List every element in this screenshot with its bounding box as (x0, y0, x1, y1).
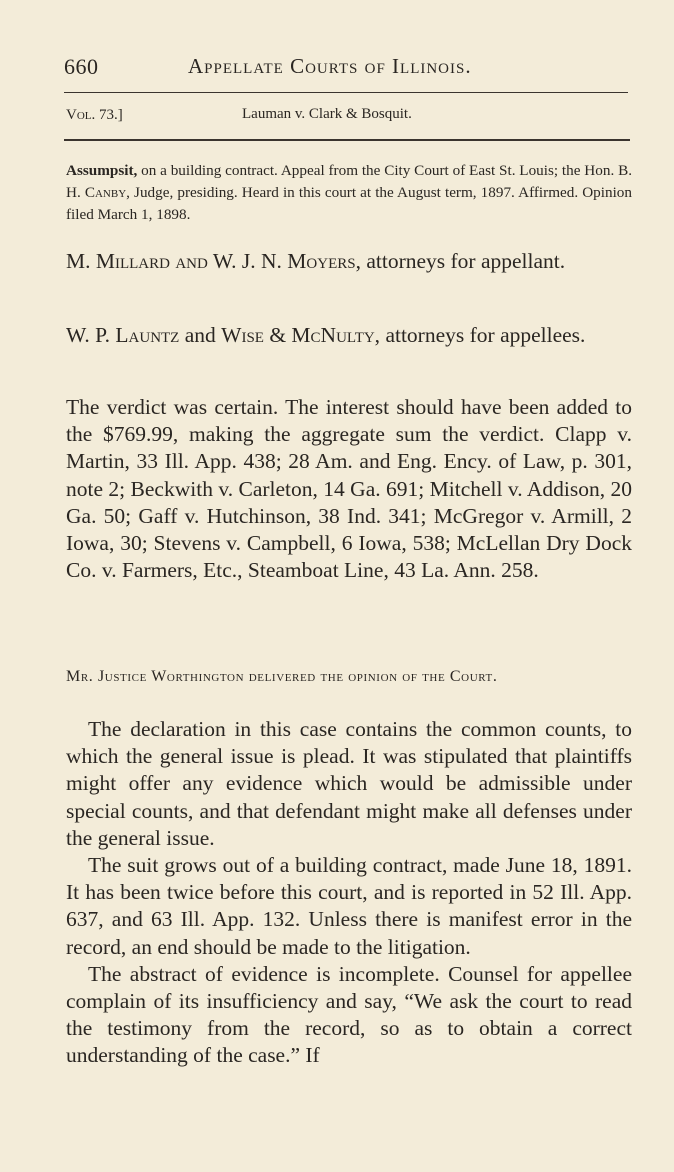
opinion-paragraph: The declaration in this case contains the common counts, to which the general issue is plead. It was stipulated that plaintiffs might offer any evidence which would be admissible under special counts, and that defendant might make all defenses under the general issue. (66, 717, 632, 850)
page-number: 660 (64, 54, 99, 79)
syllabus-judge: Canby (84, 184, 127, 201)
syllabus-text-2: , Judge, presiding. Heard in this court at the August term, 1897. Affirmed. Opinion filed March 1, 1898. (66, 184, 632, 223)
appellant-attorneys: M. Millard and W. J. N. Moyers, (66, 249, 361, 273)
case-subheader (66, 104, 626, 132)
syllabus-lead: Assumpsit, (66, 162, 138, 179)
running-title: Appellate Courts of Illinois. (188, 54, 472, 78)
case-syllabus (66, 160, 632, 226)
subheader-rule (64, 139, 630, 141)
opinion-paragraph: The suit grows out of a building contract, made June 18, 1891. It has been twice before this court, and is reported in 52 Ill. App. 637, and 63 Ill. App. 132. Unless there is manifest error in the record, an end should be made to the litigation. (66, 853, 632, 959)
appellant-role: attorneys for appellant. (360, 249, 566, 273)
counsel-appellees (66, 320, 632, 350)
header-rule (64, 92, 628, 93)
appellee-and: and (179, 323, 222, 347)
opinion-heading: Mr. Justice Worthington delivered the opinion of the Court. (66, 668, 498, 685)
appellant-argument: The verdict was certain. The interest should have been added to the $769.99, making the aggregate sum the verdict. Clapp v. Martin, 33 Ill. App. 438; 28 Am. and Eng. Ency. of Law, p. 301, note 2; Beckwith v. Carleton, 14 Ga. 691; Mitchell v. Addison, 20 Ga. 50; Gaff v. Hutchinson, 38 Ind. 341; McGregor v. Armill, 2 Iowa, 30; Stevens v. Campbell, 6 Iowa, 538; McLellan Dry Dock Co. v. Farmers, Etc., Steamboat Line, 43 La. Ann. 258. (66, 395, 632, 583)
opinion-paragraph: The abstract of evidence is incomplete. Counsel for appellee complain of its insufficiency and say, “We ask the court to read the testimony from the record, so as to obtain a correct understanding of the case.” If (66, 961, 632, 1068)
page-header (64, 50, 624, 84)
case-name: Lauman v. Clark & Bosquit. (242, 106, 412, 122)
opinion-body (66, 716, 632, 1070)
appellee-attorney-2: Wise & McNulty, (221, 323, 381, 347)
counsel-appellant (66, 246, 632, 276)
syllabus-text-1: on a building contract. Appeal from the City Court of East St. Louis; the Hon. B. H. (66, 162, 632, 201)
volume-label: Vol. 73.] (66, 107, 123, 123)
appellee-attorney-1: W. P. Launtz (66, 323, 180, 347)
appellee-role: attorneys for appellees. (380, 323, 586, 347)
